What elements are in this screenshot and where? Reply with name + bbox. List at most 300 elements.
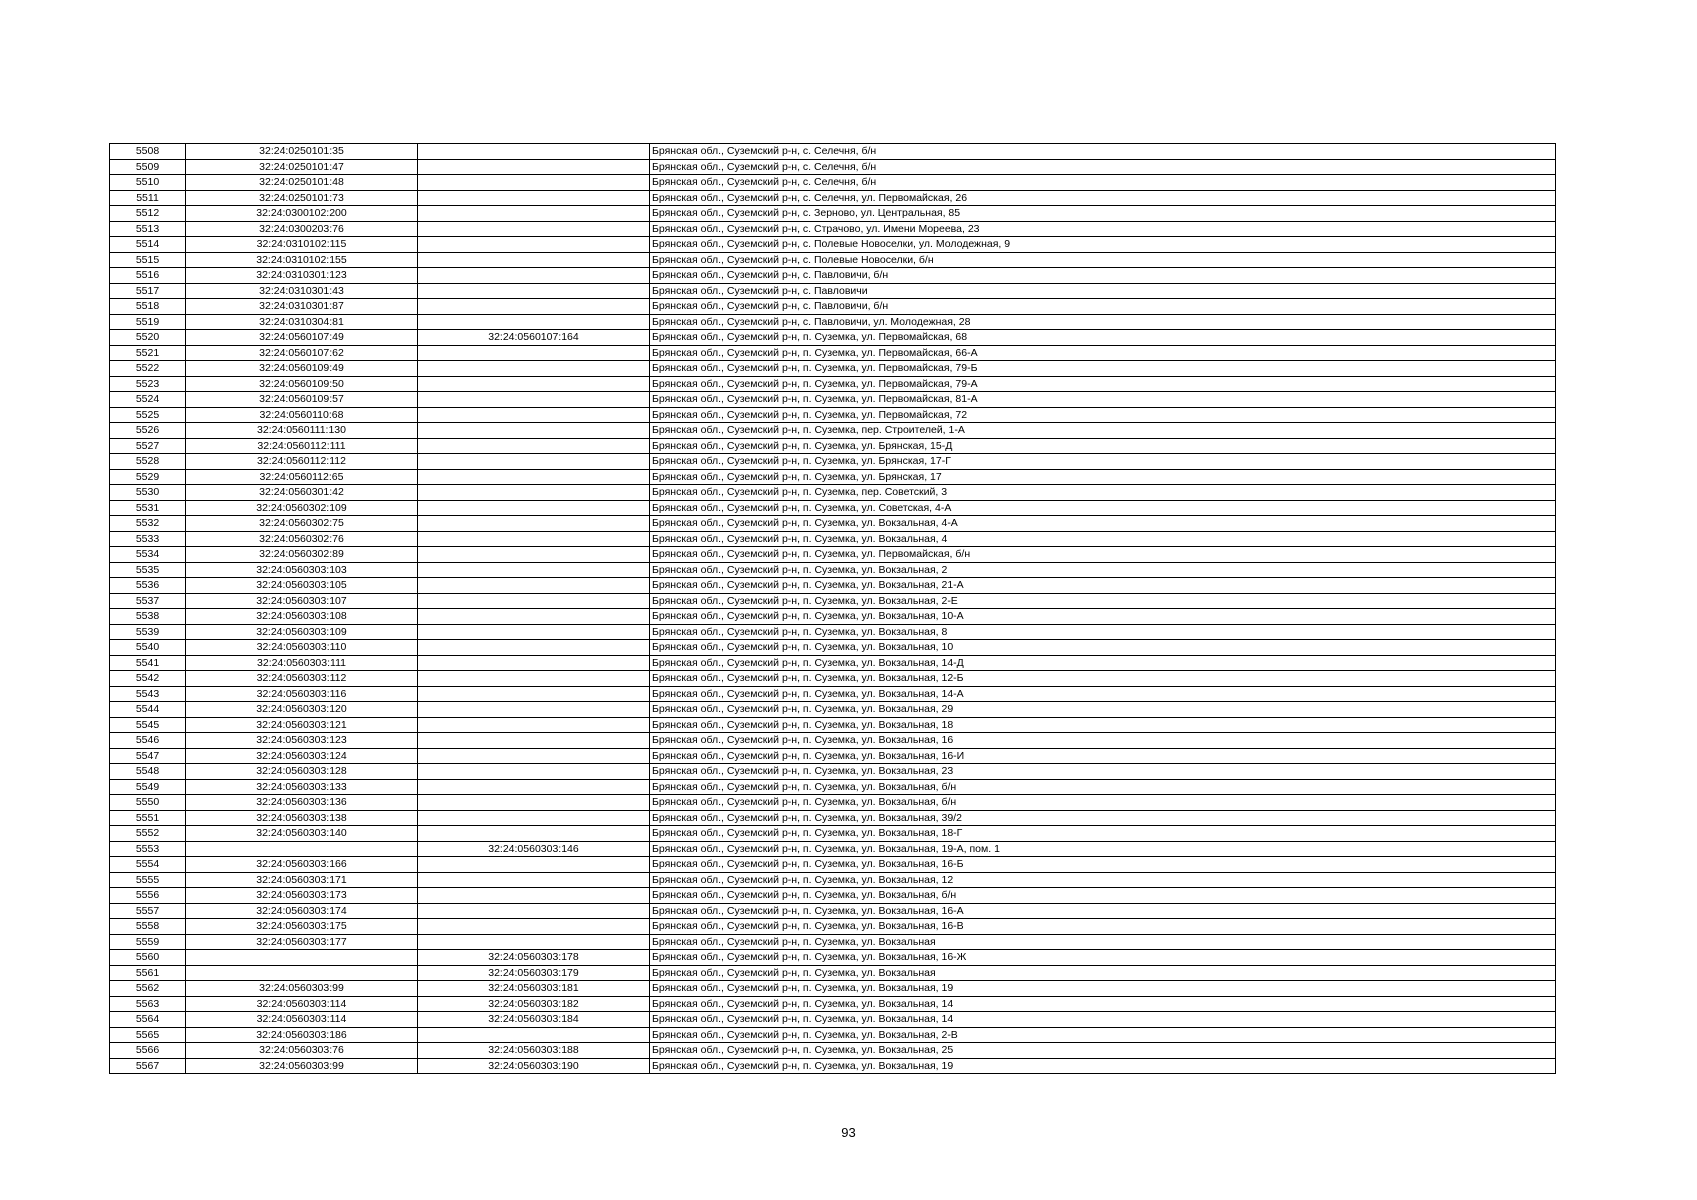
object-cadastral-number-cell	[418, 283, 650, 299]
object-cadastral-number-cell	[418, 438, 650, 454]
table-row	[110, 609, 1556, 625]
object-cadastral-number-cell	[418, 702, 650, 718]
object-cadastral-number-cell	[418, 686, 650, 702]
table-row	[110, 407, 1556, 423]
address-cell: Брянская обл., Суземский р-н, с. Павловичи, б/н	[650, 299, 1556, 315]
object-cadastral-number-cell	[418, 299, 650, 315]
table-row	[110, 531, 1556, 547]
address-cell: Брянская обл., Суземский р-н, п. Суземка, пер. Строителей, 1-А	[650, 423, 1556, 439]
cadastral-number-cell: 32:24:0560109:49	[186, 361, 418, 377]
row-number-cell: 5519	[110, 314, 186, 330]
table-row	[110, 1027, 1556, 1043]
object-cadastral-number-cell	[418, 1027, 650, 1043]
row-number-cell: 5540	[110, 640, 186, 656]
row-number-cell: 5523	[110, 376, 186, 392]
row-number-cell: 5552	[110, 826, 186, 842]
object-cadastral-number-cell	[418, 609, 650, 625]
address-cell: Брянская обл., Суземский р-н, с. Полевые Новоселки, ул. Молодежная, 9	[650, 237, 1556, 253]
address-cell: Брянская обл., Суземский р-н, п. Суземка, ул. Вокзальная, 2-В	[650, 1027, 1556, 1043]
table-row	[110, 345, 1556, 361]
table-row	[110, 1043, 1556, 1059]
address-cell: Брянская обл., Суземский р-н, п. Суземка, пер. Советский, 3	[650, 485, 1556, 501]
row-number-cell: 5509	[110, 159, 186, 175]
table-row	[110, 950, 1556, 966]
object-cadastral-number-cell	[418, 516, 650, 532]
row-number-cell: 5510	[110, 175, 186, 191]
cadastral-number-cell: 32:24:0560303:138	[186, 810, 418, 826]
object-cadastral-number-cell	[418, 345, 650, 361]
table-row	[110, 221, 1556, 237]
cadastral-number-cell: 32:24:0560109:50	[186, 376, 418, 392]
cadastral-number-cell: 32:24:0560303:116	[186, 686, 418, 702]
row-number-cell: 5544	[110, 702, 186, 718]
cadastral-number-cell: 32:24:0310304:81	[186, 314, 418, 330]
cadastral-number-cell: 32:24:0560303:76	[186, 1043, 418, 1059]
row-number-cell: 5562	[110, 981, 186, 997]
cadastral-registry-table	[109, 143, 1556, 1074]
address-cell: Брянская обл., Суземский р-н, п. Суземка, ул. Вокзальная, 10-А	[650, 609, 1556, 625]
cadastral-number-cell: 32:24:0560303:128	[186, 764, 418, 780]
address-cell: Брянская обл., Суземский р-н, п. Суземка, ул. Вокзальная, 16-В	[650, 919, 1556, 935]
cadastral-number-cell: 32:24:0560111:130	[186, 423, 418, 439]
table-row	[110, 903, 1556, 919]
table-row	[110, 841, 1556, 857]
cadastral-number-cell: 32:24:0560109:57	[186, 392, 418, 408]
page-number: 93	[841, 1125, 856, 1140]
table-row	[110, 175, 1556, 191]
cadastral-number-cell: 32:24:0300102:200	[186, 206, 418, 222]
row-number-cell: 5525	[110, 407, 186, 423]
object-cadastral-number-cell	[418, 547, 650, 563]
address-cell: Брянская обл., Суземский р-н, п. Суземка, ул. Вокзальная, 21-А	[650, 578, 1556, 594]
row-number-cell: 5536	[110, 578, 186, 594]
object-cadastral-number-cell	[418, 500, 650, 516]
address-cell: Брянская обл., Суземский р-н, п. Суземка, ул. Вокзальная, 39/2	[650, 810, 1556, 826]
address-cell: Брянская обл., Суземский р-н, п. Суземка, ул. Вокзальная, 14	[650, 1012, 1556, 1028]
row-number-cell: 5515	[110, 252, 186, 268]
table-row	[110, 283, 1556, 299]
object-cadastral-number-cell	[418, 671, 650, 687]
address-cell: Брянская обл., Суземский р-н, п. Суземка, ул. Вокзальная, 16-Ж	[650, 950, 1556, 966]
table-row	[110, 485, 1556, 501]
object-cadastral-number-cell	[418, 361, 650, 377]
address-cell: Брянская обл., Суземский р-н, п. Суземка, ул. Вокзальная, 18	[650, 717, 1556, 733]
table-row	[110, 1012, 1556, 1028]
address-cell: Брянская обл., Суземский р-н, п. Суземка, ул. Вокзальная	[650, 934, 1556, 950]
cadastral-number-cell: 32:24:0560303:186	[186, 1027, 418, 1043]
cadastral-number-cell: 32:24:0560302:76	[186, 531, 418, 547]
row-number-cell: 5560	[110, 950, 186, 966]
object-cadastral-number-cell	[418, 144, 650, 160]
cadastral-number-cell: 32:24:0560112:111	[186, 438, 418, 454]
row-number-cell: 5558	[110, 919, 186, 935]
table-row	[110, 376, 1556, 392]
address-cell: Брянская обл., Суземский р-н, п. Суземка, ул. Вокзальная, 14-Д	[650, 655, 1556, 671]
address-cell: Брянская обл., Суземский р-н, п. Суземка, ул. Вокзальная, 2	[650, 562, 1556, 578]
address-cell: Брянская обл., Суземский р-н, п. Суземка, ул. Первомайская, 72	[650, 407, 1556, 423]
address-cell: Брянская обл., Суземский р-н, п. Суземка, ул. Первомайская, 79-А	[650, 376, 1556, 392]
cadastral-number-cell: 32:24:0560303:99	[186, 981, 418, 997]
object-cadastral-number-cell	[418, 857, 650, 873]
object-cadastral-number-cell	[418, 314, 650, 330]
address-cell: Брянская обл., Суземский р-н, с. Зерново, ул. Центральная, 85	[650, 206, 1556, 222]
object-cadastral-number-cell	[418, 826, 650, 842]
cadastral-number-cell: 32:24:0560303:120	[186, 702, 418, 718]
address-cell: Брянская обл., Суземский р-н, п. Суземка, ул. Вокзальная, 19	[650, 981, 1556, 997]
object-cadastral-number-cell	[418, 423, 650, 439]
object-cadastral-number-cell	[418, 717, 650, 733]
table-row	[110, 516, 1556, 532]
cadastral-number-cell: 32:24:0560303:173	[186, 888, 418, 904]
object-cadastral-number-cell	[418, 733, 650, 749]
object-cadastral-number-cell	[418, 872, 650, 888]
address-cell: Брянская обл., Суземский р-н, п. Суземка, ул. Первомайская, 81-А	[650, 392, 1556, 408]
cadastral-number-cell: 32:24:0560303:114	[186, 996, 418, 1012]
row-number-cell: 5564	[110, 1012, 186, 1028]
row-number-cell: 5516	[110, 268, 186, 284]
object-cadastral-number-cell	[418, 252, 650, 268]
cadastral-number-cell: 32:24:0560303:111	[186, 655, 418, 671]
cadastral-number-cell: 32:24:0560303:136	[186, 795, 418, 811]
cadastral-number-cell: 32:24:0250101:48	[186, 175, 418, 191]
object-cadastral-number-cell	[418, 175, 650, 191]
table-row	[110, 764, 1556, 780]
table-row	[110, 779, 1556, 795]
table-row	[110, 686, 1556, 702]
object-cadastral-number-cell	[418, 578, 650, 594]
row-number-cell: 5554	[110, 857, 186, 873]
cadastral-number-cell: 32:24:0560303:105	[186, 578, 418, 594]
object-cadastral-number-cell	[418, 407, 650, 423]
table-row	[110, 454, 1556, 470]
cadastral-number-cell: 32:24:0560303:124	[186, 748, 418, 764]
address-cell: Брянская обл., Суземский р-н, п. Суземка, ул. Вокзальная, 19	[650, 1058, 1556, 1074]
address-cell: Брянская обл., Суземский р-н, с. Селечня, б/н	[650, 175, 1556, 191]
object-cadastral-number-cell	[418, 469, 650, 485]
address-cell: Брянская обл., Суземский р-н, с. Селечня, б/н	[650, 159, 1556, 175]
object-cadastral-number-cell: 32:24:0560303:184	[418, 1012, 650, 1028]
cadastral-number-cell: 32:24:0560107:49	[186, 330, 418, 346]
table-row	[110, 810, 1556, 826]
table-row	[110, 795, 1556, 811]
cadastral-number-cell: 32:24:0560303:109	[186, 624, 418, 640]
table-row	[110, 857, 1556, 873]
table-row	[110, 206, 1556, 222]
object-cadastral-number-cell	[418, 392, 650, 408]
object-cadastral-number-cell	[418, 903, 650, 919]
address-cell: Брянская обл., Суземский р-н, п. Суземка, ул. Вокзальная, 23	[650, 764, 1556, 780]
object-cadastral-number-cell	[418, 454, 650, 470]
table-row	[110, 624, 1556, 640]
row-number-cell: 5512	[110, 206, 186, 222]
row-number-cell: 5539	[110, 624, 186, 640]
cadastral-number-cell: 32:24:0560303:99	[186, 1058, 418, 1074]
address-cell: Брянская обл., Суземский р-н, п. Суземка, ул. Вокзальная, б/н	[650, 795, 1556, 811]
table-row	[110, 981, 1556, 997]
cadastral-number-cell	[186, 965, 418, 981]
table-row	[110, 392, 1556, 408]
object-cadastral-number-cell: 32:24:0560303:182	[418, 996, 650, 1012]
cadastral-number-cell: 32:24:0560302:75	[186, 516, 418, 532]
cadastral-number-cell: 32:24:0300203:76	[186, 221, 418, 237]
address-cell: Брянская обл., Суземский р-н, п. Суземка, ул. Брянская, 15-Д	[650, 438, 1556, 454]
object-cadastral-number-cell	[418, 748, 650, 764]
row-number-cell: 5549	[110, 779, 186, 795]
row-number-cell: 5537	[110, 593, 186, 609]
table-row	[110, 268, 1556, 284]
table-row	[110, 299, 1556, 315]
cadastral-number-cell: 32:24:0560303:171	[186, 872, 418, 888]
table-row	[110, 934, 1556, 950]
object-cadastral-number-cell	[418, 268, 650, 284]
row-number-cell: 5526	[110, 423, 186, 439]
address-cell: Брянская обл., Суземский р-н, п. Суземка, ул. Вокзальная, б/н	[650, 888, 1556, 904]
row-number-cell: 5534	[110, 547, 186, 563]
row-number-cell: 5508	[110, 144, 186, 160]
object-cadastral-number-cell: 32:24:0560107:164	[418, 330, 650, 346]
cadastral-number-cell: 32:24:0310102:155	[186, 252, 418, 268]
address-cell: Брянская обл., Суземский р-н, п. Суземка, ул. Вокзальная, б/н	[650, 779, 1556, 795]
cadastral-number-cell: 32:24:0560302:89	[186, 547, 418, 563]
cadastral-number-cell: 32:24:0560303:133	[186, 779, 418, 795]
row-number-cell: 5555	[110, 872, 186, 888]
row-number-cell: 5545	[110, 717, 186, 733]
cadastral-number-cell: 32:24:0560303:114	[186, 1012, 418, 1028]
address-cell: Брянская обл., Суземский р-н, п. Суземка, ул. Вокзальная, 25	[650, 1043, 1556, 1059]
row-number-cell: 5532	[110, 516, 186, 532]
row-number-cell: 5535	[110, 562, 186, 578]
table-row	[110, 996, 1556, 1012]
table-row	[110, 547, 1556, 563]
object-cadastral-number-cell	[418, 531, 650, 547]
address-cell: Брянская обл., Суземский р-н, п. Суземка, ул. Первомайская, 79-Б	[650, 361, 1556, 377]
table-row	[110, 562, 1556, 578]
row-number-cell: 5527	[110, 438, 186, 454]
address-cell: Брянская обл., Суземский р-н, п. Суземка, ул. Вокзальная, 4-А	[650, 516, 1556, 532]
object-cadastral-number-cell	[418, 190, 650, 206]
row-number-cell: 5511	[110, 190, 186, 206]
object-cadastral-number-cell: 32:24:0560303:188	[418, 1043, 650, 1059]
row-number-cell: 5542	[110, 671, 186, 687]
address-cell: Брянская обл., Суземский р-н, п. Суземка, ул. Вокзальная, 19-А, пом. 1	[650, 841, 1556, 857]
cadastral-number-cell: 32:24:0560303:110	[186, 640, 418, 656]
address-cell: Брянская обл., Суземский р-н, п. Суземка, ул. Советская, 4-А	[650, 500, 1556, 516]
address-cell: Брянская обл., Суземский р-н, с. Страчово, ул. Имени Мореева, 23	[650, 221, 1556, 237]
address-cell: Брянская обл., Суземский р-н, с. Павловичи	[650, 283, 1556, 299]
table-row	[110, 826, 1556, 842]
cadastral-number-cell	[186, 841, 418, 857]
row-number-cell: 5528	[110, 454, 186, 470]
object-cadastral-number-cell: 32:24:0560303:181	[418, 981, 650, 997]
table-row	[110, 919, 1556, 935]
table-row	[110, 748, 1556, 764]
table-row	[110, 423, 1556, 439]
address-cell: Брянская обл., Суземский р-н, п. Суземка, ул. Первомайская, б/н	[650, 547, 1556, 563]
row-number-cell: 5514	[110, 237, 186, 253]
address-cell: Брянская обл., Суземский р-н, п. Суземка, ул. Вокзальная, 8	[650, 624, 1556, 640]
object-cadastral-number-cell	[418, 655, 650, 671]
table-row	[110, 500, 1556, 516]
address-cell: Брянская обл., Суземский р-н, п. Суземка, ул. Вокзальная	[650, 965, 1556, 981]
address-cell: Брянская обл., Суземский р-н, п. Суземка, ул. Вокзальная, 16-Б	[650, 857, 1556, 873]
cadastral-number-cell: 32:24:0560303:177	[186, 934, 418, 950]
table-row	[110, 159, 1556, 175]
cadastral-number-cell: 32:24:0310301:123	[186, 268, 418, 284]
row-number-cell: 5557	[110, 903, 186, 919]
object-cadastral-number-cell	[418, 779, 650, 795]
cadastral-number-cell: 32:24:0560302:109	[186, 500, 418, 516]
row-number-cell: 5565	[110, 1027, 186, 1043]
object-cadastral-number-cell: 32:24:0560303:178	[418, 950, 650, 966]
row-number-cell: 5551	[110, 810, 186, 826]
table-row	[110, 438, 1556, 454]
address-cell: Брянская обл., Суземский р-н, п. Суземка, ул. Брянская, 17-Г	[650, 454, 1556, 470]
address-cell: Брянская обл., Суземский р-н, с. Селечня, б/н	[650, 144, 1556, 160]
object-cadastral-number-cell	[418, 888, 650, 904]
address-cell: Брянская обл., Суземский р-н, п. Суземка, ул. Вокзальная, 14	[650, 996, 1556, 1012]
row-number-cell: 5522	[110, 361, 186, 377]
object-cadastral-number-cell	[418, 562, 650, 578]
address-cell: Брянская обл., Суземский р-н, п. Суземка, ул. Вокзальная, 16-А	[650, 903, 1556, 919]
row-number-cell: 5531	[110, 500, 186, 516]
address-cell: Брянская обл., Суземский р-н, п. Суземка, ул. Вокзальная, 10	[650, 640, 1556, 656]
cadastral-number-cell: 32:24:0560303:140	[186, 826, 418, 842]
object-cadastral-number-cell	[418, 206, 650, 222]
address-cell: Брянская обл., Суземский р-н, п. Суземка, ул. Первомайская, 68	[650, 330, 1556, 346]
cadastral-number-cell	[186, 950, 418, 966]
object-cadastral-number-cell	[418, 640, 650, 656]
row-number-cell: 5546	[110, 733, 186, 749]
object-cadastral-number-cell	[418, 934, 650, 950]
address-cell: Брянская обл., Суземский р-н, с. Селечня, ул. Первомайская, 26	[650, 190, 1556, 206]
address-cell: Брянская обл., Суземский р-н, п. Суземка, ул. Вокзальная, 12-Б	[650, 671, 1556, 687]
row-number-cell: 5533	[110, 531, 186, 547]
cadastral-number-cell: 32:24:0250101:47	[186, 159, 418, 175]
cadastral-number-cell: 32:24:0560303:123	[186, 733, 418, 749]
row-number-cell: 5529	[110, 469, 186, 485]
cadastral-number-cell: 32:24:0560303:175	[186, 919, 418, 935]
address-cell: Брянская обл., Суземский р-н, п. Суземка, ул. Вокзальная, 29	[650, 702, 1556, 718]
table-row	[110, 578, 1556, 594]
table-row	[110, 252, 1556, 268]
object-cadastral-number-cell	[418, 795, 650, 811]
table-row	[110, 1058, 1556, 1074]
address-cell: Брянская обл., Суземский р-н, п. Суземка, ул. Вокзальная, 4	[650, 531, 1556, 547]
row-number-cell: 5530	[110, 485, 186, 501]
object-cadastral-number-cell: 32:24:0560303:190	[418, 1058, 650, 1074]
object-cadastral-number-cell	[418, 485, 650, 501]
cadastral-number-cell: 32:24:0310301:43	[186, 283, 418, 299]
table-row	[110, 872, 1556, 888]
address-cell: Брянская обл., Суземский р-н, п. Суземка, ул. Вокзальная, 16	[650, 733, 1556, 749]
row-number-cell: 5513	[110, 221, 186, 237]
table-row	[110, 640, 1556, 656]
table-row	[110, 144, 1556, 160]
object-cadastral-number-cell	[418, 764, 650, 780]
row-number-cell: 5559	[110, 934, 186, 950]
cadastral-number-cell: 32:24:0310102:115	[186, 237, 418, 253]
registry-table-body	[110, 144, 1556, 1074]
address-cell: Брянская обл., Суземский р-н, с. Павловичи, б/н	[650, 268, 1556, 284]
table-row	[110, 237, 1556, 253]
row-number-cell: 5556	[110, 888, 186, 904]
cadastral-number-cell: 32:24:0560112:65	[186, 469, 418, 485]
row-number-cell: 5563	[110, 996, 186, 1012]
row-number-cell: 5550	[110, 795, 186, 811]
table-row	[110, 593, 1556, 609]
row-number-cell: 5567	[110, 1058, 186, 1074]
cadastral-number-cell: 32:24:0250101:35	[186, 144, 418, 160]
cadastral-number-cell: 32:24:0560303:107	[186, 593, 418, 609]
object-cadastral-number-cell	[418, 593, 650, 609]
table-row	[110, 314, 1556, 330]
cadastral-number-cell: 32:24:0560107:62	[186, 345, 418, 361]
cadastral-number-cell: 32:24:0560303:108	[186, 609, 418, 625]
table-row	[110, 469, 1556, 485]
object-cadastral-number-cell: 32:24:0560303:146	[418, 841, 650, 857]
cadastral-number-cell: 32:24:0560303:112	[186, 671, 418, 687]
row-number-cell: 5561	[110, 965, 186, 981]
object-cadastral-number-cell	[418, 221, 650, 237]
row-number-cell: 5566	[110, 1043, 186, 1059]
table-row	[110, 965, 1556, 981]
cadastral-number-cell: 32:24:0560303:166	[186, 857, 418, 873]
address-cell: Брянская обл., Суземский р-н, п. Суземка, ул. Вокзальная, 16-И	[650, 748, 1556, 764]
row-number-cell: 5547	[110, 748, 186, 764]
cadastral-number-cell: 32:24:0560112:112	[186, 454, 418, 470]
table-row	[110, 671, 1556, 687]
table-row	[110, 717, 1556, 733]
object-cadastral-number-cell	[418, 237, 650, 253]
address-cell: Брянская обл., Суземский р-н, п. Суземка, ул. Вокзальная, 12	[650, 872, 1556, 888]
address-cell: Брянская обл., Суземский р-н, п. Суземка, ул. Первомайская, 66-А	[650, 345, 1556, 361]
address-cell: Брянская обл., Суземский р-н, п. Суземка, ул. Вокзальная, 14-А	[650, 686, 1556, 702]
table-row	[110, 190, 1556, 206]
table-row	[110, 733, 1556, 749]
address-cell: Брянская обл., Суземский р-н, п. Суземка, ул. Вокзальная, 2-Е	[650, 593, 1556, 609]
row-number-cell: 5543	[110, 686, 186, 702]
row-number-cell: 5541	[110, 655, 186, 671]
row-number-cell: 5538	[110, 609, 186, 625]
row-number-cell: 5518	[110, 299, 186, 315]
object-cadastral-number-cell	[418, 159, 650, 175]
address-cell: Брянская обл., Суземский р-н, п. Суземка, ул. Вокзальная, 18-Г	[650, 826, 1556, 842]
address-cell: Брянская обл., Суземский р-н, с. Павловичи, ул. Молодежная, 28	[650, 314, 1556, 330]
row-number-cell: 5553	[110, 841, 186, 857]
object-cadastral-number-cell	[418, 919, 650, 935]
cadastral-number-cell: 32:24:0560303:174	[186, 903, 418, 919]
address-cell: Брянская обл., Суземский р-н, с. Полевые Новоселки, б/н	[650, 252, 1556, 268]
object-cadastral-number-cell	[418, 376, 650, 392]
table-row	[110, 330, 1556, 346]
cadastral-number-cell: 32:24:0560110:68	[186, 407, 418, 423]
row-number-cell: 5524	[110, 392, 186, 408]
address-cell: Брянская обл., Суземский р-н, п. Суземка, ул. Брянская, 17	[650, 469, 1556, 485]
cadastral-number-cell: 32:24:0310301:87	[186, 299, 418, 315]
object-cadastral-number-cell	[418, 810, 650, 826]
row-number-cell: 5548	[110, 764, 186, 780]
row-number-cell: 5517	[110, 283, 186, 299]
row-number-cell: 5521	[110, 345, 186, 361]
table-row	[110, 702, 1556, 718]
cadastral-number-cell: 32:24:0560303:103	[186, 562, 418, 578]
cadastral-number-cell: 32:24:0560301:42	[186, 485, 418, 501]
cadastral-number-cell: 32:24:0250101:73	[186, 190, 418, 206]
table-row	[110, 361, 1556, 377]
row-number-cell: 5520	[110, 330, 186, 346]
object-cadastral-number-cell: 32:24:0560303:179	[418, 965, 650, 981]
object-cadastral-number-cell	[418, 624, 650, 640]
